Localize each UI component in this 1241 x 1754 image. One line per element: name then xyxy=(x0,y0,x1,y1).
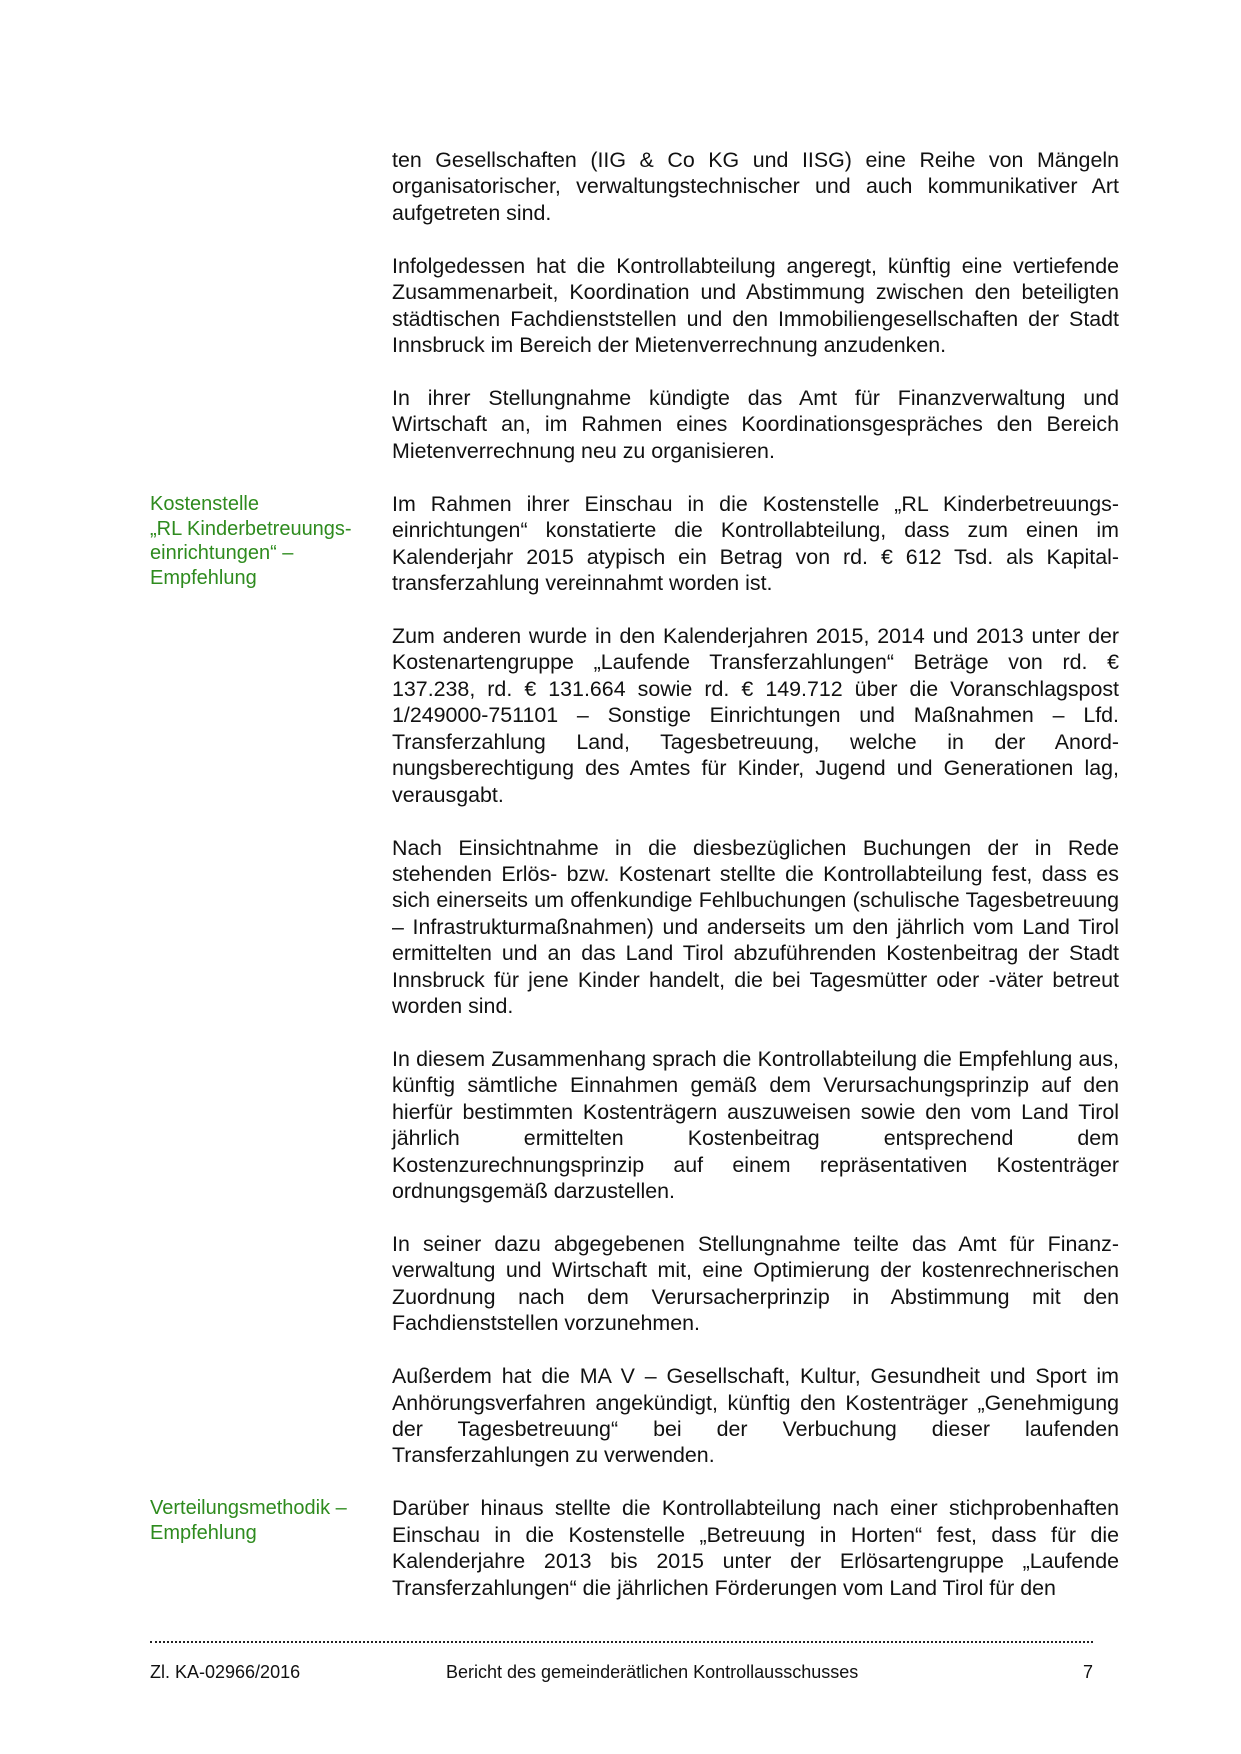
margin-note-line: „RL Kinderbetreuungs- xyxy=(150,517,352,540)
paragraph-4: Im Rahmen ihrer Einschau in die Kostenstelle „RL Kinderbetreuungseinrichtungen“ konstatierte die Kontrollabteilung, dass zum einen im Kalenderjahr 2015 atypisch ein Betrag von rd. € 612 Tsd. als Kapitaltransferzahlung vereinnahmt worden ist. xyxy=(392,491,1119,596)
margin-note-line: Empfehlung xyxy=(150,566,257,589)
paragraph-5: Zum anderen wurde in den Kalenderjahren 2015, 2014 und 2013 unter der Kostenartengruppe „Laufende Transferzahlungen“ Beträge von rd. € 137.238, rd. € 131.664 sowie rd. € 149.712 über die Voranschlagspost 1/249000-751101 – Sonstige Einrichtungen und Maßnahmen – Lfd. Transferzahlung Land, Tagesbetreuung, welche in der Anordnungsberechtigung des Amtes für Kinder, Jugend und Generationen lag, verausgabt. xyxy=(392,624,1119,807)
paragraph-3: In ihrer Stellungnahme kündigte das Amt für Finanzverwaltung und Wirtschaft an, im Rahmen eines Koordinationsgespräches den Bereich Mietenverrechnung neu zu organisieren. xyxy=(392,386,1119,463)
margin-note-line: einrichtungen“ – xyxy=(150,542,294,565)
footer-title: Bericht des gemeinderätlichen Kontrollausschusses xyxy=(446,1662,859,1682)
margin-note-line: Kostenstelle xyxy=(150,493,259,515)
main-text-column xyxy=(392,147,1119,1628)
margin-note-line: Verteilungsmethodik – xyxy=(150,1497,347,1519)
footer-dotted-rule xyxy=(150,1641,1093,1643)
paragraph-1: ten Gesellschaften (IIG & Co KG und IISG) eine Reihe von Mängeln organisatorischer, verwaltungstechnischer und auch kommunikativer Art aufgetreten sind. xyxy=(392,148,1119,225)
margin-note-kostenstelle xyxy=(150,492,365,590)
paragraph-9: Außerdem hat die MA V – Gesellschaft, Kultur, Gesundheit und Sport im Anhörungsverfahren angekündigt, künftig den Kostenträger „Genehmigung der Tagesbetreuung“ bei der Verbuchung dieser laufenden Transferzahlungen zu verwenden. xyxy=(392,1364,1119,1468)
footer-page-number: 7 xyxy=(1082,1662,1093,1682)
paragraph-8: In seiner dazu abgegebenen Stellungnahme teilte das Amt für Finanzverwaltung und Wirtschaft mit, eine Optimierung der kostenrechnerischen Zuordnung nach dem Verursacherprinzip in Abstimmung mit den Fachdienststellen vorzunehmen. xyxy=(392,1231,1119,1336)
paragraph-10: Darüber hinaus stellte die Kontrollabteilung nach einer stichprobenhaften Einschau in die Kostenstelle „Betreuung in Horten“ fest, dass für die Kalenderjahre 2013 bis 2015 unter der Erlösartengruppe „Laufende Transferzahlungen“ die jährlichen Förderungen vom Land Tirol für den xyxy=(392,1496,1119,1600)
margin-note-verteilungsmethodik xyxy=(150,1496,365,1545)
paragraph-6: Nach Einsichtnahme in die diesbezüglichen Buchungen der in Rede stehenden Erlös- bzw. Kostenart stellte die Kontrollabteilung fest, dass es sich einerseits um offenkundige Fehlbuchungen (schulische Tagesbetreuung – Infrastrukturmaßnahmen) und anderseits um den jährlich vom Land Tirol ermittelten und an das Land Tirol abzuführenden Kostenbeitrag der Stadt Innsbruck für jene Kinder handelt, die bei Tagesmütter oder -väter betreut worden sind. xyxy=(392,835,1119,1018)
margin-note-line: Empfehlung xyxy=(150,1521,257,1544)
footer-reference: Zl. KA-02966/2016 xyxy=(150,1662,301,1682)
paragraph-2: Infolgedessen hat die Kontrollabteilung angeregt, künftig eine vertiefende Zusammenarbeit, Koordination und Abstimmung zwischen den beteiligten städtischen Fachdienststellen und den Immobiliengesellschaften der Stadt Innsbruck im Bereich der Mietenverrechnung anzudenken. xyxy=(392,253,1119,358)
paragraph-7: In diesem Zusammenhang sprach die Kontrollabteilung die Empfehlung aus, künftig sämtliche Einnahmen gemäß dem Verursachungsprinzip auf den hierfür bestimmten Kostenträgern auszuweisen sowie den vom Land Tirol jährlich ermittelten Kostenbeitrag entsprechend dem Kostenzurechnungsprinzip auf einem repräsentativen Kostenträger ordnungsgemäß darzustellen. xyxy=(392,1046,1119,1203)
